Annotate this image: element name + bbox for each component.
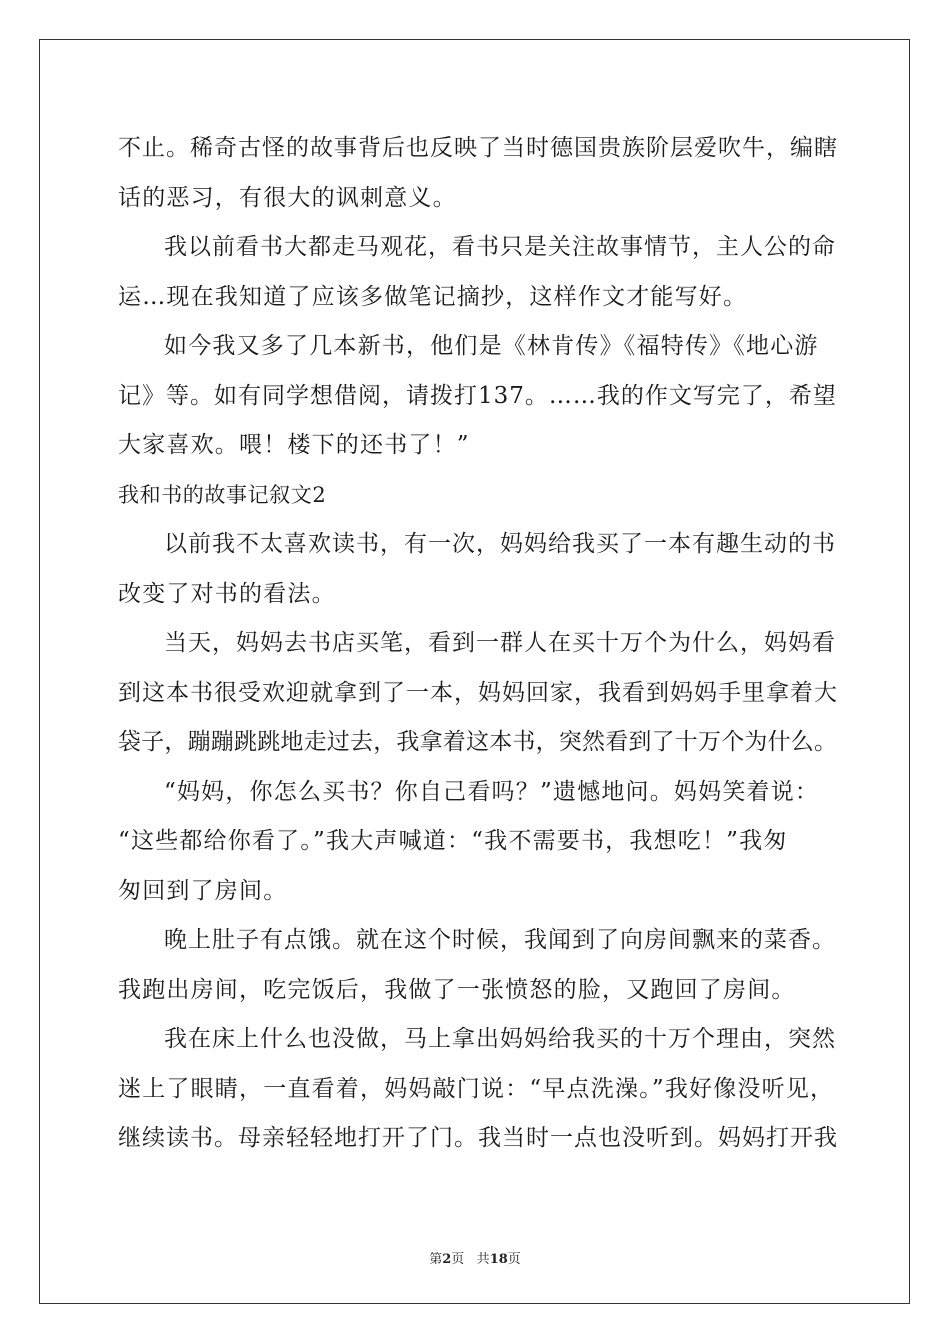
section-heading: 我和书的故事记叙文2 [118, 482, 327, 507]
total-pages: 18 [489, 1252, 508, 1267]
text-line: 我以前看书大都走马观花，看书只是关注故事情节，主人公的命 [164, 234, 836, 260]
text-line: 袋子，蹦蹦跳跳地走过去，我拿着这本书，突然看到了十万个为什么。 [118, 729, 838, 755]
text-line: 运…现在我知道了应该多做笔记摘抄，这样作文才能写好。 [118, 283, 748, 310]
text-line: 话的恶习，有很大的讽刺意义。 [118, 184, 457, 211]
page-suffix: 页 [451, 1252, 465, 1267]
document-body [118, 124, 838, 1164]
text-line: 晚上肚子有点饿。就在这个时候，我闻到了向房间飘来的菜香。 [164, 927, 836, 953]
text-line: 到这本书很受欢迎就拿到了一本，妈妈回家，我看到妈妈手里拿着大 [118, 679, 838, 706]
page-prefix: 第 [429, 1252, 443, 1267]
page-number: 2 [442, 1252, 452, 1267]
text-line: 我跑出房间，吃完饭后，我做了一张愤怒的脸，又跑回了房间。 [118, 976, 796, 1003]
text-line: 大家喜欢。喂！楼下的还书了！” [118, 432, 470, 458]
page-footer [0, 1248, 950, 1267]
text-line: 以前我不太喜欢读书，有一次，妈妈给我买了一本有趣生动的书 [164, 531, 836, 557]
text-line: 继续读书。母亲轻轻地打开了门。我当时一点也没听到。妈妈打开我 [118, 1125, 838, 1151]
text-line: 匆回到了房间。 [118, 877, 288, 904]
text-line: 迷上了眼睛，一直看着，妈妈敲门说：“早点洗澡。”我好像没听见， [118, 1075, 835, 1102]
text-line: 我在床上什么也没做，马上拿出妈妈给我买的十万个理由，突然 [164, 1026, 836, 1052]
total-suffix: 页 [507, 1252, 521, 1267]
text-line: 当天，妈妈去书店买笔，看到一群人在买十万个为什么，妈妈看 [164, 630, 836, 656]
text-line: 改变了对书的看法。 [118, 580, 336, 607]
text-line: “妈妈，你怎么买书？你自己看吗？”遗憾地问。妈妈笑着说： [164, 778, 820, 805]
text-line: “这些都给你看了。”我大声喊道：“我不需要书，我想吃！”我匆 [118, 828, 788, 854]
text-line: 如今我又多了几本新书，他们是《林肯传》《福特传》《地心游 [164, 333, 819, 359]
total-prefix: 共 [476, 1252, 490, 1267]
text-line: 记》等。如有同学想借阅，请拨打137。……我的作文写完了，希望 [118, 382, 837, 409]
text-line: 不止。稀奇古怪的故事背后也反映了当时德国贵族阶层爱吹牛，编瞎 [118, 135, 838, 161]
